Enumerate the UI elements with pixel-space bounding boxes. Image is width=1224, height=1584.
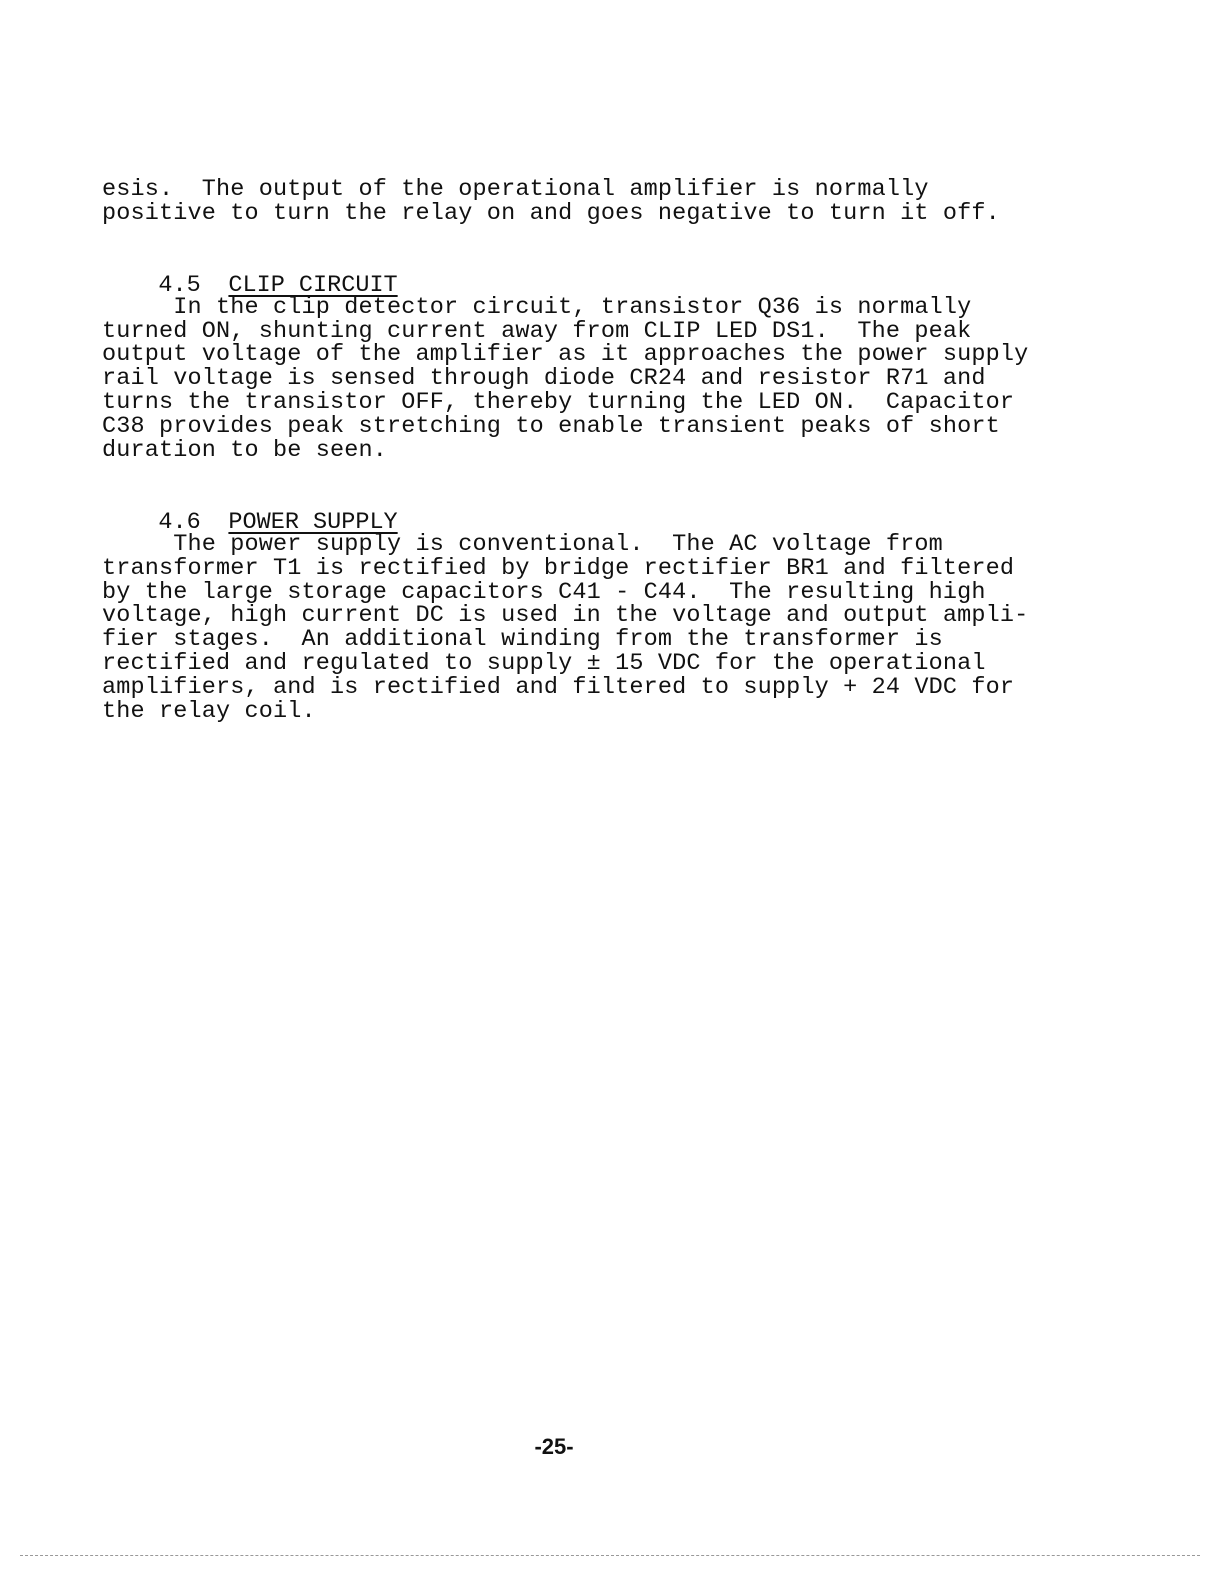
footer-divider [20, 1555, 1200, 1556]
clip-line-7: duration to be seen. [102, 437, 388, 464]
clip-line-3: output voltage of the amplifier as it approaches the power supply [102, 341, 1029, 368]
power-line-1: The power supply is conventional. The AC voltage from [102, 531, 943, 558]
power-line-5: fier stages. An additional winding from the transformer is [102, 626, 943, 653]
section-number: 4.5 [158, 271, 201, 299]
clip-line-5: turns the transistor OFF, thereby turning the LED ON. Capacitor [102, 389, 1015, 416]
clip-line-4: rail voltage is sensed through diode CR24 and resistor R71 and [102, 365, 986, 392]
intro-line-1: esis. The output of the operational amplifier is normally [102, 176, 929, 203]
power-line-2: transformer T1 is rectified by bridge rectifier BR1 and filtered [102, 555, 1015, 582]
power-line-8: the relay coil. [102, 698, 316, 725]
clip-line-1: In the clip detector circuit, transistor Q36 is normally [102, 294, 972, 321]
section-number: 4.6 [158, 508, 201, 536]
power-line-7: amplifiers, and is rectified and filtered to supply + 24 VDC for [102, 674, 1015, 701]
power-line-3: by the large storage capacitors C41 - C44. The resulting high [102, 579, 986, 606]
section-title: CLIP CIRCUIT [228, 271, 398, 299]
power-line-4: voltage, high current DC is used in the voltage and output ampli- [102, 602, 1029, 629]
page-number: -25- [534, 1434, 574, 1459]
power-line-6: rectified and regulated to supply ± 15 VDC for the operational [102, 650, 986, 677]
clip-line-6: C38 provides peak stretching to enable transient peaks of short [102, 413, 1000, 440]
clip-line-2: turned ON, shunting current away from CLIP LED DS1. The peak [102, 318, 972, 345]
intro-line-2: positive to turn the relay on and goes negative to turn it off. [102, 200, 1000, 227]
section-title: POWER SUPPLY [228, 508, 398, 536]
